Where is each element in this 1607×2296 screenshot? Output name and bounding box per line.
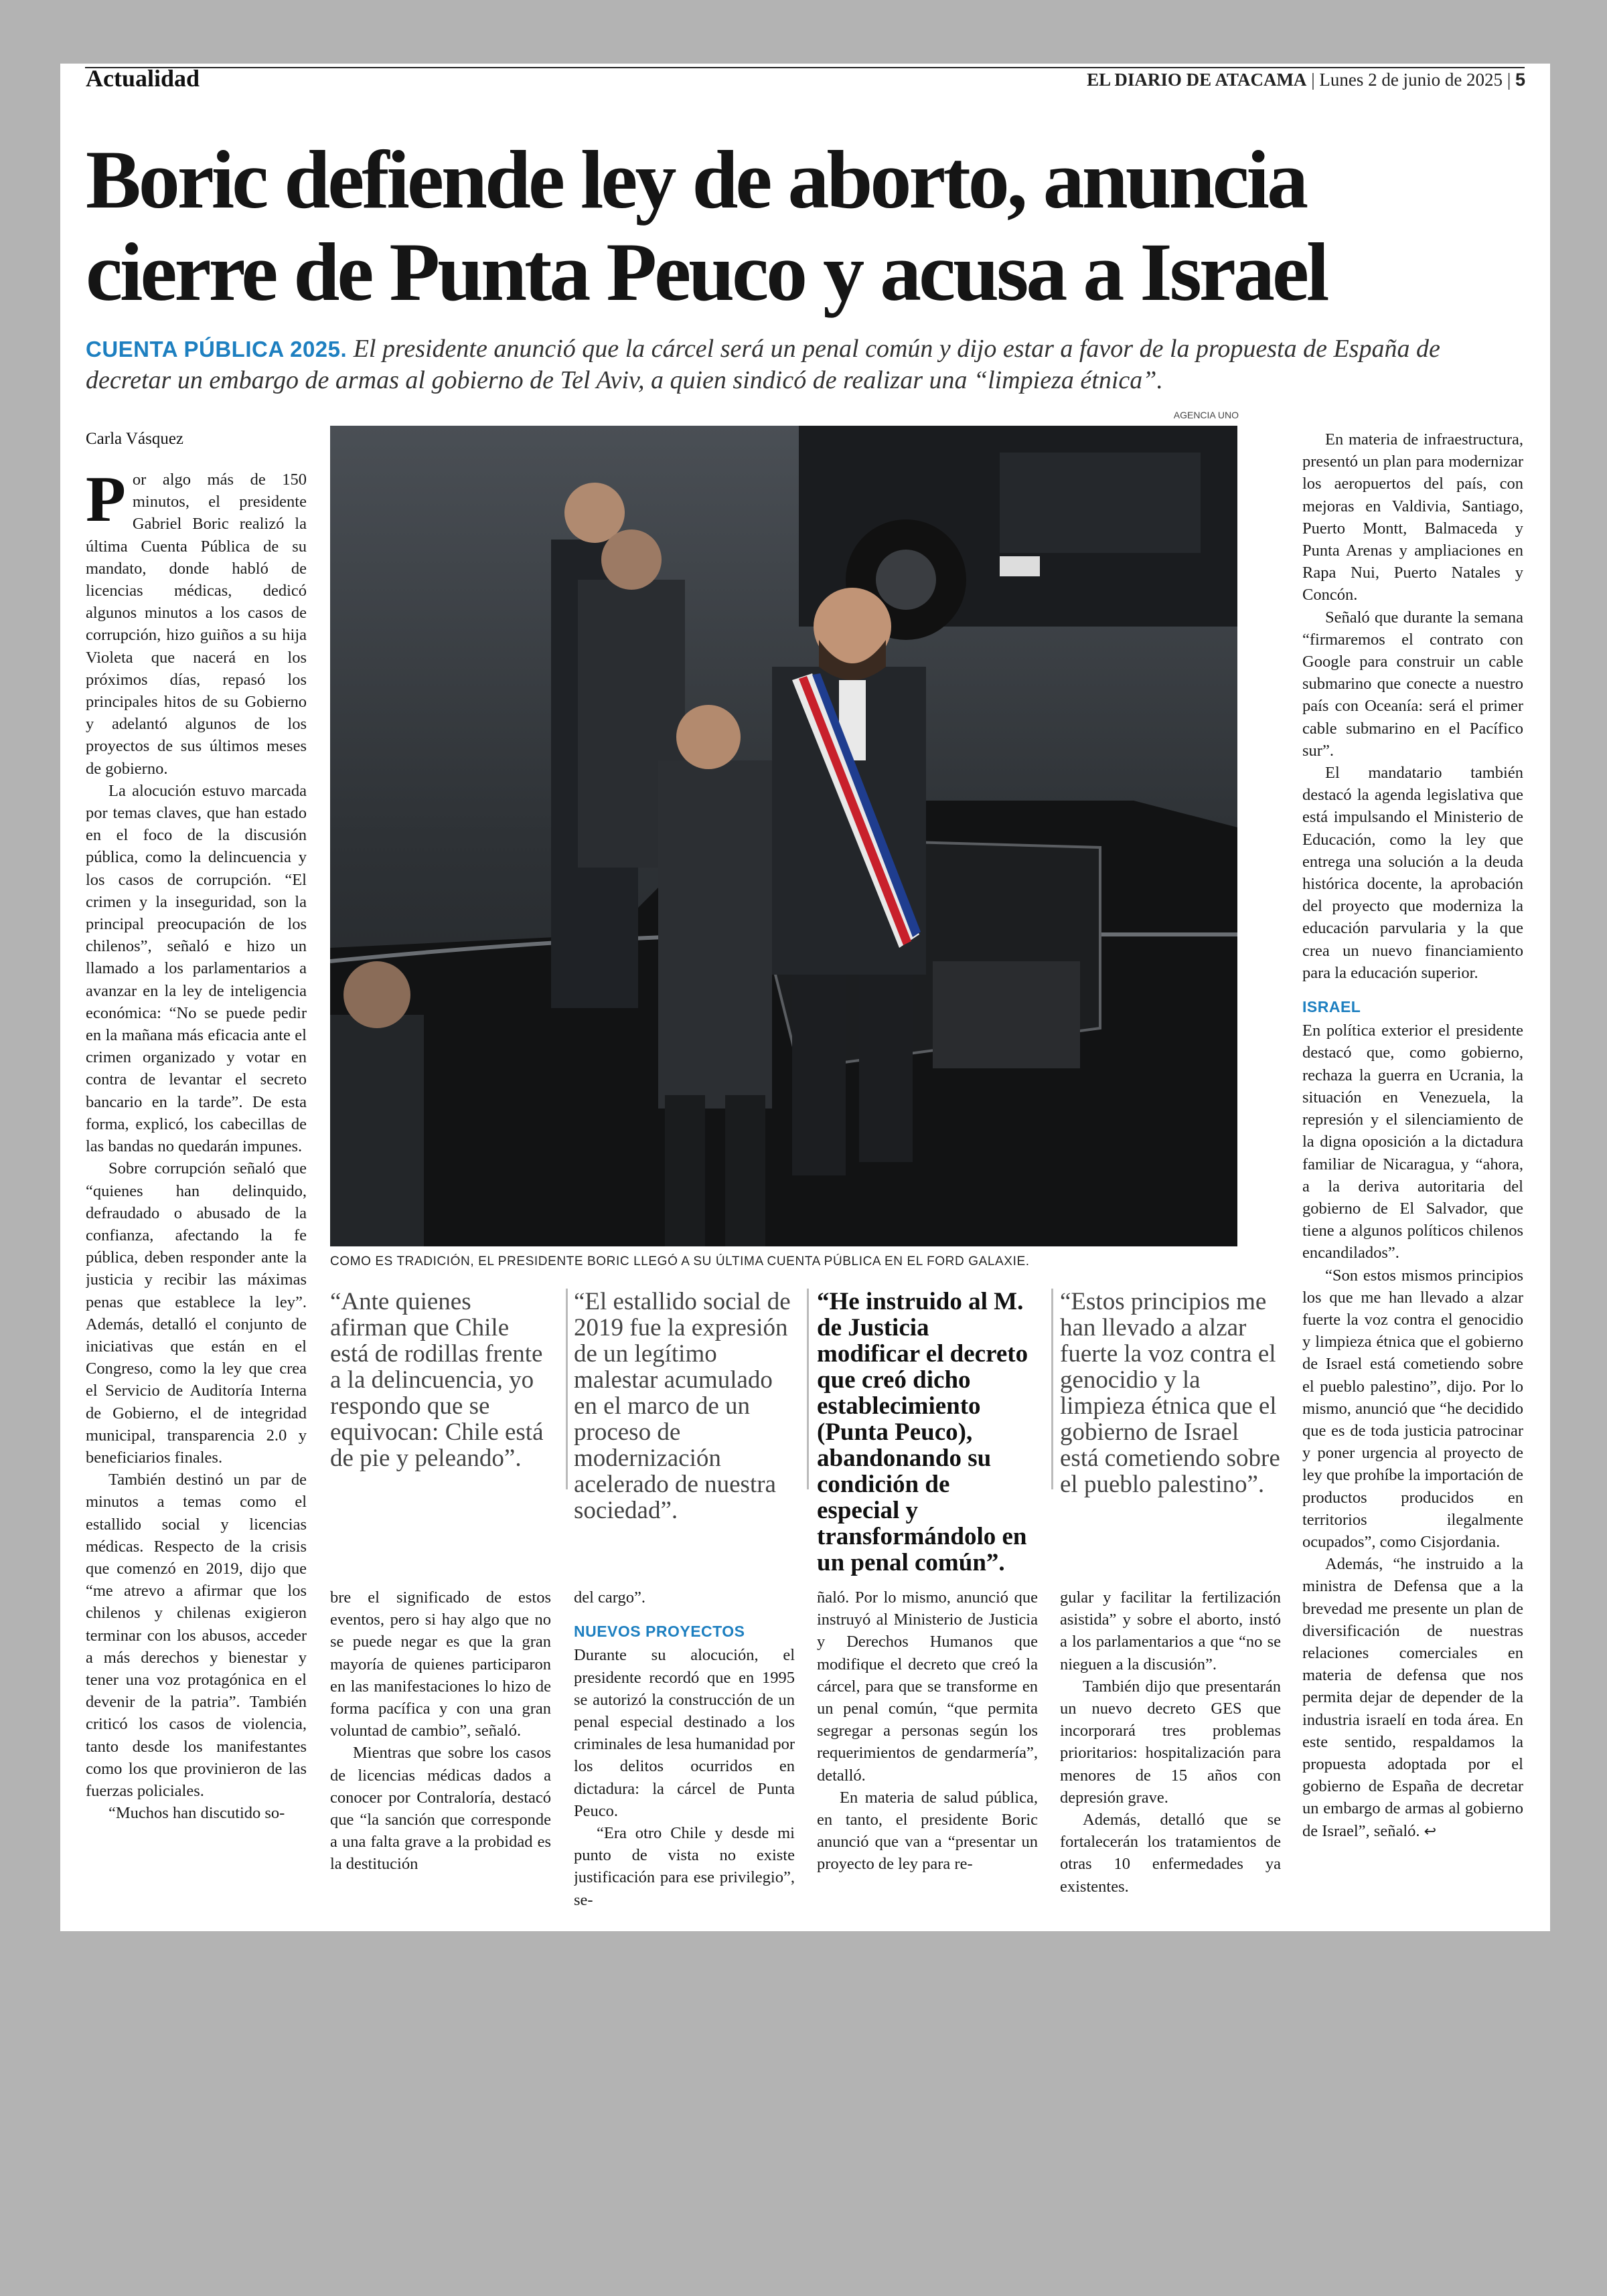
dropcap: P — [86, 469, 126, 536]
byline: Carla Vásquez — [86, 430, 184, 448]
paragraph: “Muchos han discutido so- — [108, 1804, 285, 1823]
paragraph: Además, detalló que se fortalecerán los tratamientos de otras 10 enfermedades ya existentes. — [1060, 1811, 1281, 1896]
subhead-nuevos-proyectos: NUEVOS PROYECTOS — [574, 1623, 745, 1641]
paragraph: Durante su alocución, el presidente recordó que en 1995 se autorizó la construcción de un penal especial destinado a los criminales de lesa humanidad por los delitos ocurridos en dictadura: la cárcel de Punta Peuco. — [574, 1646, 795, 1820]
paragraph: Sobre corrupción señaló que “quienes han delinquido, defraudado o abusado de la confianza, afectando la fe pública, deben responder ante la justicia y recibir las máximas penas que establece la ley”. Además, detalló el conjunto de iniciativas que están en el Congreso, como la ley que crea el Servicio de Auditoría Interna de Gobierno, el de integridad municipal, transparencia 2.0 y beneficiarios finales. — [86, 1159, 307, 1467]
paragraph: “Era otro Chile y desde mi punto de vista no existe justificación para ese privilegio”, se- — [574, 1824, 795, 1908]
paragraph — [86, 469, 307, 780]
photo-caption: COMO ES TRADICIÓN, EL PRESIDENTE BORIC LLEGÓ A SU ÚLTIMA CUENTA PÚBLICA EN EL FORD GALAXIE. — [330, 1254, 1030, 1268]
paragraph: También dijo que presentarán un nuevo decreto GES que incorporará tres problemas prioritarios: hospitalización para menores de 15 años con depresión grave. — [1060, 1677, 1281, 1807]
paragraph: “Son estos mismos principios los que me han llevado a alzar fuerte la voz contra el genocidio y limpieza étnica que el gobierno de Israel está cometiendo sobre el pueblo palestino”, dijo. Por lo mismo, anunció que “he decidido que es de toda justicia patrocinar y poner urgencia al proyecto de ley que prohíbe la importación de productos producidos en territorios ilegalmente ocupados”, como Cisjordania. — [1302, 1266, 1523, 1551]
paragraph: Mientras que sobre los casos de licencias médicas dados a conocer por Contraloría, destacó que “la sanción que corresponde a una falta grave a la probidad es la destitución — [330, 1744, 551, 1874]
paragraph-text: or algo más de 150 minutos, el presidente Gabriel Boric realizó la última Cuenta Pública de su mandato, donde habló de licencias médicas, dedicó algunos minutos a los casos de corrupción, hizo guiños a su hija Violeta que nacerá en los próximos días, repasó los principales hitos de su Gobierno y adelantó algunos de los proyectos de sus últimos meses de gobierno. — [86, 471, 307, 778]
column-3 — [574, 1586, 795, 1908]
photo-illustration — [330, 426, 1237, 1246]
pull-quote-1: “Ante quienes afirman que Chile está de rodillas frente a la delincuencia, yo respondo que se equivocan: Chile está de pie y peleando”. — [330, 1288, 544, 1472]
quote-divider — [1051, 1289, 1053, 1489]
column-4 — [817, 1586, 1038, 1908]
article-photo — [330, 426, 1237, 1246]
end-of-article-icon: ↩ — [1424, 1823, 1437, 1840]
paragraph: También destinó un par de minutos a temas como el estallido social y licencias médicas. Respecto de la crisis que comenzó en 2019, dijo que “me atrevo a afirmar que los chilenos y chilenas exigieron terminar con los abusos, acceder a más derechos y bienestar y tener una voz protagónica en el devenir de la patria”. También criticó los casos de violencia, tanto desde los manifestantes como los que provinieron de las fuerzas policiales. — [86, 1471, 307, 1800]
pull-quote-2: “El estallido social de 2019 fue la expresión de un legítimo malestar acumulado en el marco de un proceso de modernización acelerado de nuestra sociedad”. — [574, 1288, 791, 1524]
paragraph — [1302, 1553, 1523, 1843]
paragraph: ñaló. Por lo mismo, anunció que instruyó al Ministerio de Justicia y Derechos Humanos que modifique el decreto que creó la cárcel, para que se transforme en un penal común, “que permita segregar a personas según los requerimientos de gendarmería”, detalló. — [817, 1588, 1038, 1785]
subhead-israel: ISRAEL — [1302, 998, 1361, 1016]
paragraph: En política exterior el presidente destacó que, como gobierno, rechaza la guerra en Ucrania, la situación en Venezuela, la represión y el silenciamiento de la digna oposición a la dictadura familiar de Nicaragua, y “ahora, a la deriva autoritaria del gobierno de El Salvador, que tiene a algunos políticos chilenos encandilados”. — [1302, 1021, 1523, 1262]
paragraph-text: Además, “he instruido a la ministra de Defensa que a la brevedad me presente un plan de diversificación de nuestras relaciones comerciales en materia de defensa que nos permita dejar de depender de la industria israelí en toda área. En este sentido, respaldamos la propuesta adoptada por el gobierno de España de decretar un embargo de armas al gobierno de Israel”, señaló. — [1302, 1555, 1523, 1840]
deck — [86, 333, 1519, 396]
deck-kicker: CUENTA PÚBLICA 2025. — [86, 337, 348, 361]
issue-date: Lunes 2 de junio de 2025 — [1319, 70, 1503, 90]
paragraph: En materia de salud pública, en tanto, el presidente Boric anunció que van a “presentar un proyecto de ley para re- — [817, 1788, 1038, 1874]
deck-text: El presidente anunció que la cárcel será un penal común y dijo estar a favor de la propuesta de España de decretar un embargo de armas al gobierno de Tel Aviv, a quien sindicó de realizar una “limpieza étnica”. — [86, 335, 1440, 394]
photo-credit: AGENCIA UNO — [1173, 410, 1239, 420]
headline-line-2: cierre de Punta Peuco y acusa a Israel — [86, 226, 1327, 318]
pull-quote-4: “Estos principios me han llevado a alzar fuerte la voz contra el genocidio y la limpieza étnica que el gobierno de Israel está cometiendo sobre el pueblo palestino”. — [1060, 1288, 1280, 1498]
paragraph: El mandatario también destacó la agenda legislativa que está impulsando el Ministerio de Educación, como la ley que entrega una solución a la deuda histórica docente, la aprobación del proyecto que moderniza la educación parvularia y la que crea un nuevo financiamiento para la educación superior. — [1302, 764, 1523, 982]
paragraph: Señaló que durante la semana “firmaremos el contrato con Google para construir un cable submarino que conecte a nuestro país con Oceanía: será el primer cable submarino en el Pacífico sur”. — [1302, 608, 1523, 760]
paragraph: La alocución estuvo marcada por temas claves, que han estado en el foco de la discusión pública, como la delincuencia y los casos de corrupción. “El crimen y la inseguridad, son la principal preocupación de los chilenos”, señaló e hizo un llamado a los parlamentarios a avanzar en la ley de inteligencia económica: “No se puede pedir en la mañana más eficacia ante el crimen organizado y votar en contra de levantar el secreto bancario en la tarde”. De esta forma, explicó, los cabecillas de las bandas no quedarán impunes. — [86, 781, 307, 1156]
column-1 — [86, 469, 307, 1894]
paragraph: bre el significado de estos eventos, pero si hay algo que no se puede negar es que la gran mayoría de quienes participaron en las manifestaciones lo hizo de forma pacífica y con una gran voluntad de cambio”, señaló. — [330, 1588, 551, 1740]
pull-quote-3: “He instruido al M. de Justicia modificar el decreto que creó dicho establecimiento (Punta Peuco), abandonando su condición de especial y transformándolo en un penal común”. — [817, 1288, 1028, 1576]
headline-line-1: Boric defiende ley de aborto, anuncia — [86, 134, 1306, 226]
paragraph: En materia de infraestructura, presentó un plan para modernizar los aeropuertos del país, con mejoras en Valdivia, Santiago, Puerto Montt, Balmaceda y Punta Arenas y ampliaciones en Rapa Nui, Puerto Natales y Concón. — [1302, 430, 1523, 604]
quote-divider — [566, 1289, 568, 1489]
page-number: 5 — [1515, 70, 1525, 90]
newspaper-name: EL DIARIO DE ATACAMA — [1087, 70, 1307, 90]
paragraph: del cargo”. — [574, 1588, 646, 1607]
column-2 — [330, 1586, 551, 1908]
column-5 — [1060, 1586, 1281, 1908]
quote-divider — [807, 1289, 809, 1489]
header-rule — [85, 67, 1525, 68]
column-6 — [1302, 428, 1523, 1908]
masthead: EL DIARIO DE ATACAMA | Lunes 2 de junio de 2025 | 5 — [1087, 70, 1525, 90]
paragraph: gular y facilitar la fertilización asistida” y sobre el aborto, instó a los parlamentarios a que “no se nieguen a la discusión”. — [1060, 1588, 1281, 1673]
headline — [86, 134, 1505, 319]
section-label: Actualidad — [86, 65, 200, 92]
